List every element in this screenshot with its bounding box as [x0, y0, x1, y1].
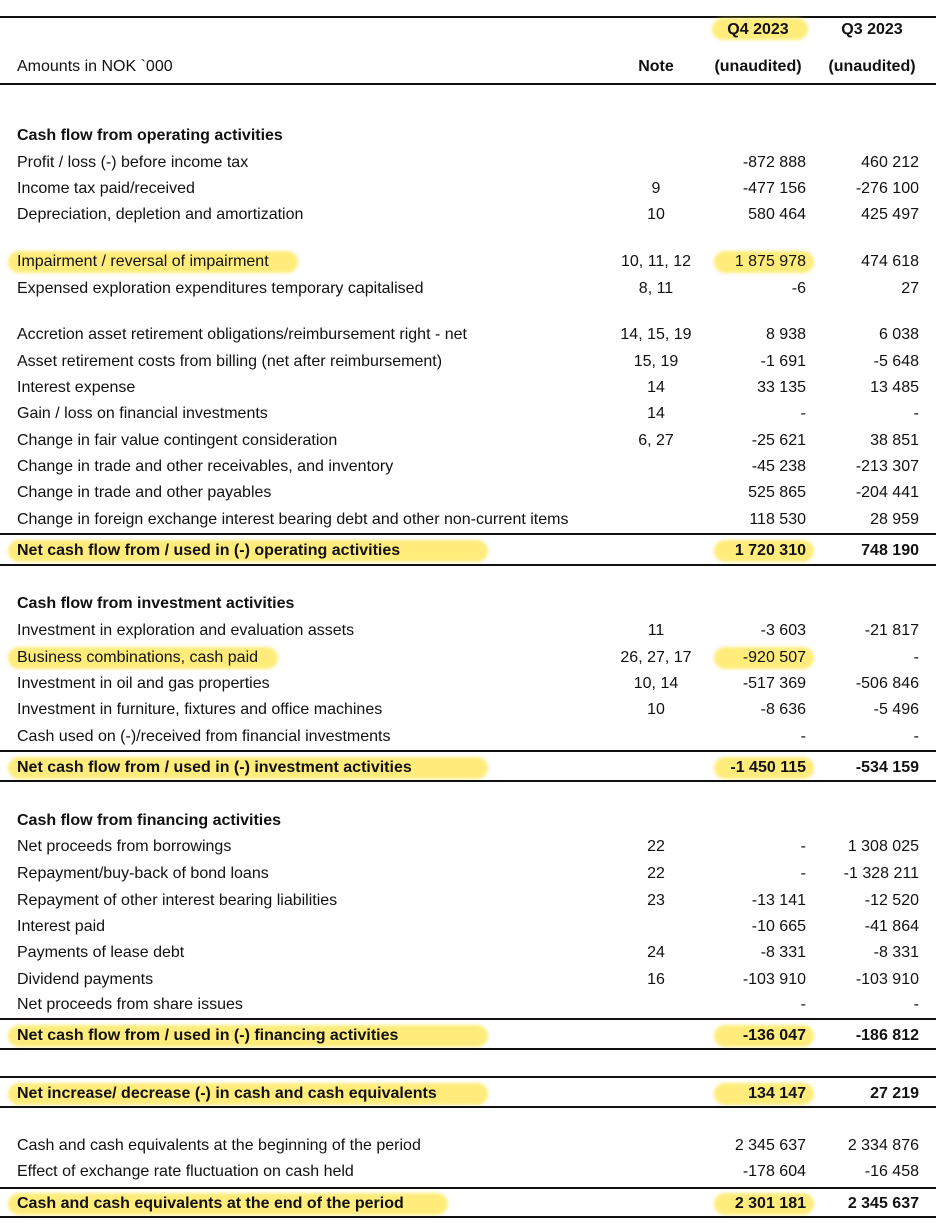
row-q3-value: 13 485 [870, 379, 919, 396]
row-q3-value: 6 038 [878, 326, 919, 343]
total-rule [0, 1216, 936, 1218]
row-q3-value: 748 190 [861, 542, 919, 559]
row-q4-value: -517 369 [742, 675, 806, 692]
row-label: Net increase/ decrease (-) in cash and cash equivalents [17, 1085, 437, 1102]
row-label: Net cash flow from / used in (-) investment activities [17, 759, 412, 776]
row-q3-value: 38 851 [870, 432, 919, 449]
total-rule [0, 1048, 936, 1050]
total-row-net-cash-flow-from-used-in-financing-activities [0, 1023, 936, 1049]
table-row-change-in-trade-and-other-payables [0, 480, 936, 506]
table-row-change-in-fair-value-contingent-consideration [0, 428, 936, 454]
total-rule [0, 1076, 936, 1078]
row-q4-value: 2 301 181 [734, 1195, 806, 1212]
row-q3-value: -41 864 [864, 918, 919, 935]
table-row-accretion-asset-retirement-obligations-reimburse [0, 322, 936, 348]
table-row-asset-retirement-costs-from-billing-net-after-re [0, 349, 936, 375]
row-note: 8, 11 [638, 280, 674, 297]
table-row-payments-of-lease-debt [0, 940, 936, 966]
row-note: 24 [647, 944, 665, 961]
row-q3-value: - [913, 649, 919, 666]
row-q3-value: 1 308 025 [847, 838, 919, 855]
row-q4-value: - [800, 728, 806, 745]
row-label: Change in foreign exchange interest bearing debt and other non-current items [17, 511, 569, 528]
row-q3-value: -1 328 211 [843, 865, 919, 882]
row-note: 22 [647, 865, 665, 882]
row-q3-value: -276 100 [855, 180, 919, 197]
row-q4-value: -872 888 [742, 154, 806, 171]
row-q4-value: -3 603 [760, 622, 806, 639]
header-rule [0, 83, 936, 85]
row-q4-value: -1 691 [760, 353, 806, 370]
row-note: 11 [647, 622, 665, 639]
row-q3-value: 27 [901, 280, 919, 297]
section-heading-cash-flow-from-operating-activities [0, 123, 936, 149]
row-note: 16 [647, 971, 665, 988]
row-q4-value: - [800, 405, 806, 422]
table-row-investment-in-exploration-and-evaluation-assets [0, 618, 936, 644]
row-q4-value: 580 464 [748, 206, 806, 223]
row-q3-value: 460 212 [861, 154, 919, 171]
row-label: Repayment of other interest bearing liabilities [17, 892, 338, 909]
row-q3-value: -5 496 [873, 701, 919, 718]
row-note: 23 [647, 892, 665, 909]
row-q3-value: -103 910 [855, 971, 919, 988]
row-q3-value: 2 345 637 [847, 1195, 919, 1212]
table-row-profit-loss-before-income-tax [0, 150, 936, 176]
row-q3-value: 2 334 876 [847, 1137, 919, 1154]
row-q4-value: 118 530 [749, 511, 806, 528]
row-q3-value: -12 520 [864, 892, 919, 909]
total-row-net-increase-decrease-in-cash-and-cash-equivalen [0, 1081, 936, 1107]
total-rule [0, 1106, 936, 1108]
row-label: Profit / loss (-) before income tax [17, 154, 249, 171]
row-q4-value: -136 047 [742, 1027, 806, 1044]
row-q3-value: -534 159 [855, 759, 919, 776]
q3-header: Q3 2023 [841, 21, 903, 38]
row-q4-value: -477 156 [742, 180, 806, 197]
table-row-repayment-buy-back-of-bond-loans [0, 861, 936, 887]
row-label: Cash flow from financing activities [17, 812, 282, 829]
row-q4-value: 2 345 637 [734, 1137, 806, 1154]
row-label: Net cash flow from / used in (-) operating activities [17, 542, 401, 559]
row-q4-value: -8 636 [760, 701, 806, 718]
row-q3-value: - [913, 405, 919, 422]
total-rule [0, 533, 936, 535]
row-label: Net cash flow from / used in (-) financing activities [17, 1027, 399, 1044]
row-q4-value: 1 875 978 [734, 253, 806, 270]
row-label: Impairment / reversal of impairment [17, 253, 269, 270]
table-row-impairment-reversal-of-impairment [0, 249, 936, 275]
row-label: Interest paid [17, 918, 106, 935]
table-row-change-in-trade-and-other-receivables-and-invent [0, 454, 936, 480]
row-label: Gain / loss on financial investments [17, 405, 268, 422]
row-label: Income tax paid/received [17, 180, 195, 197]
units-label: Amounts in NOK `000 [17, 58, 173, 75]
row-label: Accretion asset retirement obligations/reimbursement right - net [17, 326, 467, 343]
total-rule [0, 750, 936, 752]
row-q4-value: -45 238 [751, 458, 806, 475]
row-q3-value: 425 497 [861, 206, 919, 223]
total-rule [0, 1187, 936, 1189]
row-label: Asset retirement costs from billing (net after reimbursement) [17, 353, 443, 370]
row-label: Effect of exchange rate fluctuation on cash held [17, 1163, 354, 1180]
row-q3-value: -8 331 [873, 944, 919, 961]
row-q4-value: -1 450 115 [730, 759, 806, 776]
row-q3-value: -21 817 [864, 622, 919, 639]
row-label: Dividend payments [17, 971, 154, 988]
row-note: 6, 27 [638, 432, 674, 449]
total-rule [0, 1018, 936, 1020]
total-row-cash-and-cash-equivalents-at-the-end-of-the-peri [0, 1191, 936, 1217]
row-q3-value: -506 846 [855, 675, 919, 692]
table-row-depreciation-depletion-and-amortization [0, 202, 936, 228]
row-q4-value: 8 938 [765, 326, 806, 343]
table-row-effect-of-exchange-rate-fluctuation-on-cash-held [0, 1159, 936, 1185]
row-label: Payments of lease debt [17, 944, 185, 961]
table-row-investment-in-furniture-fixtures-and-office-mach [0, 697, 936, 723]
row-q4-value: -178 604 [742, 1163, 806, 1180]
row-label: Investment in exploration and evaluation assets [17, 622, 355, 639]
table-row-business-combinations-cash-paid [0, 645, 936, 671]
table-row-net-proceeds-from-share-issues [0, 992, 936, 1018]
row-q4-value: -103 910 [742, 971, 806, 988]
total-rule [0, 564, 936, 566]
table-row-dividend-payments [0, 967, 936, 993]
row-q4-value: -13 141 [751, 892, 806, 909]
row-label: Change in trade and other receivables, and inventory [17, 458, 394, 475]
row-q3-value: -16 458 [864, 1163, 919, 1180]
row-note: 10, 11, 12 [621, 253, 691, 270]
row-label: Investment in oil and gas properties [17, 675, 270, 692]
row-q3-value: -186 812 [855, 1027, 919, 1044]
table-row-cash-and-cash-equivalents-at-the-beginning-of-th [0, 1133, 936, 1159]
row-q4-value: -920 507 [742, 649, 806, 666]
table-row-cash-used-on-received-from-financial-investments [0, 724, 936, 750]
total-row-net-cash-flow-from-used-in-operating-activities [0, 538, 936, 564]
row-note: 26, 27, 17 [620, 649, 692, 666]
row-label: Investment in furniture, fixtures and office machines [17, 701, 383, 718]
row-q3-value: -213 307 [855, 458, 919, 475]
row-label: Cash and cash equivalents at the beginning of the period [17, 1137, 421, 1154]
row-label: Expensed exploration expenditures temporary capitalised [17, 280, 424, 297]
note-header: Note [638, 58, 674, 75]
row-q4-value: -6 [791, 280, 806, 297]
row-label: Change in fair value contingent consideration [17, 432, 338, 449]
row-note: 14 [647, 405, 665, 422]
row-note: 10 [647, 701, 665, 718]
row-label: Change in trade and other payables [17, 484, 272, 501]
row-q4-value: - [800, 865, 806, 882]
row-q4-value: -10 665 [751, 918, 806, 935]
row-label: Cash flow from investment activities [17, 595, 295, 612]
table-row-interest-paid [0, 914, 936, 940]
row-q4-value: 134 147 [748, 1085, 806, 1102]
row-label: Net proceeds from share issues [17, 996, 243, 1013]
row-q3-value: -204 441 [855, 484, 919, 501]
table-row-interest-expense [0, 375, 936, 401]
row-label: Business combinations, cash paid [17, 649, 259, 666]
row-label: Cash flow from operating activities [17, 127, 283, 144]
table-row-net-proceeds-from-borrowings [0, 834, 936, 860]
row-q3-value: 27 219 [870, 1085, 919, 1102]
row-note: 22 [647, 838, 665, 855]
row-label: Depreciation, depletion and amortization [17, 206, 304, 223]
row-note: 15, 19 [633, 353, 679, 370]
row-note: 9 [651, 180, 661, 197]
table-row-expensed-exploration-expenditures-temporary-capi [0, 276, 936, 302]
row-note: 14 [647, 379, 665, 396]
q4-subheader: (unaudited) [714, 58, 802, 75]
row-label: Repayment/buy-back of bond loans [17, 865, 269, 882]
row-label: Net proceeds from borrowings [17, 838, 232, 855]
table-row-change-in-foreign-exchange-interest-bearing-debt [0, 507, 936, 533]
table-row-investment-in-oil-and-gas-properties [0, 671, 936, 697]
row-q3-value: 474 618 [861, 253, 919, 270]
row-q4-value: - [800, 838, 806, 855]
table-row-repayment-of-other-interest-bearing-liabilities [0, 888, 936, 914]
row-q3-value: - [913, 996, 919, 1013]
total-rule [0, 780, 936, 782]
row-note: 10, 14 [633, 675, 679, 692]
table-row-income-tax-paid-received [0, 176, 936, 202]
row-label: Interest expense [17, 379, 136, 396]
row-label: Cash and cash equivalents at the end of the period [17, 1195, 404, 1212]
section-heading-cash-flow-from-investment-activities [0, 591, 936, 617]
row-q3-value: 28 959 [870, 511, 919, 528]
row-q4-value: -25 621 [751, 432, 806, 449]
row-note: 14, 15, 19 [620, 326, 692, 343]
row-q4-value: 1 720 310 [734, 542, 806, 559]
row-label: Cash used on (-)/received from financial investments [17, 728, 391, 745]
table-row-gain-loss-on-financial-investments [0, 401, 936, 427]
row-q4-value: - [800, 996, 806, 1013]
row-q4-value: 525 865 [748, 484, 806, 501]
q4-header: Q4 2023 [727, 21, 789, 38]
section-heading-cash-flow-from-financing-activities [0, 808, 936, 834]
total-row-net-cash-flow-from-used-in-investment-activities [0, 755, 936, 781]
row-q3-value: -5 648 [873, 353, 919, 370]
q3-subheader: (unaudited) [828, 58, 916, 75]
row-q4-value: 33 135 [757, 379, 806, 396]
row-q3-value: - [913, 728, 919, 745]
row-note: 10 [647, 206, 665, 223]
row-q4-value: -8 331 [760, 944, 806, 961]
